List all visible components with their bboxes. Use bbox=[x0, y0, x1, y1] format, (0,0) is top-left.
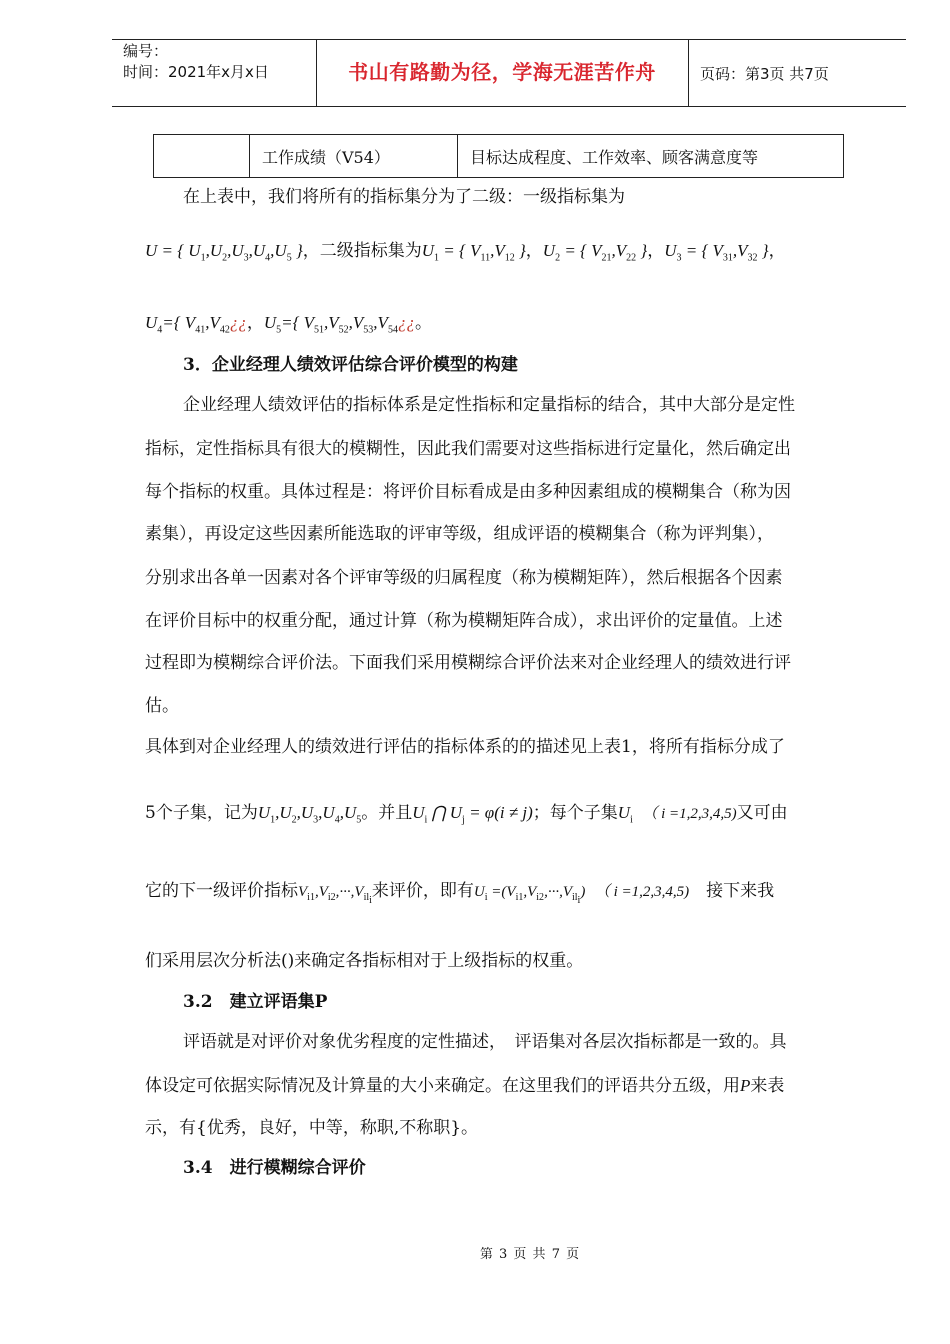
header-meta bbox=[123, 41, 269, 83]
formula-u5: $U_5=${ $V_{51},V_{52},V_{53},V_{54}¿¿$ bbox=[263, 313, 415, 336]
paragraph-specific: 具体到对企业经理人的绩效进行评估的指标体系的的描述见上表1，将所有指标分成了 bbox=[145, 737, 785, 757]
para-line: 分别求出各单一因素对各个评审等级的归属程度（称为模糊矩阵），然后根据各个因素 bbox=[145, 568, 783, 588]
table-row bbox=[154, 135, 844, 178]
text-subsets-d: 又可由 bbox=[736, 803, 788, 823]
para-line: 素集），再设定这些因素所能选取的评审等级，组成评语的模糊集合（称为评判集）， bbox=[145, 524, 774, 544]
para-line: 指标，定性指标具有很大的模糊性，因此我们需要对这些指标进行定量化，然后确定出 bbox=[145, 439, 791, 459]
table-cell: 工作成绩（V54） bbox=[250, 135, 458, 178]
para-line: 企业经理人绩效评估的指标体系是定性指标和定量指标的结合，其中大部分是定性 bbox=[183, 395, 795, 415]
formula-u4: $U_4=${ $V_{41},V_{42}¿¿$ bbox=[145, 313, 247, 336]
table-cell bbox=[154, 135, 250, 178]
header-divider-2 bbox=[688, 39, 689, 106]
paragraph-index-levels: 在上表中，我们将所有的指标集分为了二级：一级指标集为 bbox=[183, 187, 625, 207]
text-eval-a: 它的下一级评价指标 bbox=[145, 881, 298, 901]
para-eval-set-3: 示，有{优秀，良好，中等，称职,不称职}。 bbox=[145, 1118, 479, 1138]
formula-ui-def: $U_i =(V_{i1},V_{i2},\cdot\cdot\cdot,V_{il_i})$ bbox=[473, 884, 586, 906]
formula-u2: $U_2$ = { $V_{21},V_{22}$ } bbox=[542, 241, 648, 264]
symbol-p: P bbox=[740, 1076, 751, 1095]
text-subsets-c: ；每个子集 bbox=[532, 803, 618, 823]
text-eval-c: 接下来我 bbox=[706, 881, 775, 901]
header-bottom-rule bbox=[112, 106, 906, 107]
text-subsets-b: 。并且 bbox=[361, 803, 413, 823]
formula-line-2: $U_4=${ $V_{41},V_{42}¿¿$，$U_5=${ $V_{51},V_{52},V_{53},V_{54}¿¿$。 bbox=[145, 313, 432, 336]
para-line: 估。 bbox=[145, 696, 179, 716]
formula-u-list: $U_1,U_2,U_3,U_4,U_5$ bbox=[257, 803, 362, 826]
formula-intersection: $U_i$ ⋂ $U_j = \varphi(i \ne j)$ bbox=[412, 803, 533, 826]
text-eval-set-2c: 来表 bbox=[750, 1076, 785, 1096]
time-label: 时间：2021年x月x日 bbox=[123, 63, 269, 81]
text-subsets-a: 5个子集，记为 bbox=[145, 803, 258, 823]
para-eval-set-1: 评语就是对评价对象优劣程度的定性描述， 评语集对各层次指标都是一致的。具 bbox=[183, 1032, 787, 1052]
section-34-title: 3.4 进行模糊综合评价 bbox=[183, 1158, 366, 1178]
formula-u1: $U_1$ = { $V_{11},V_{12}$ } bbox=[421, 241, 526, 264]
para-line: 每个指标的权重。具体过程是：将评价目标看成是由多种因素组成的模糊集合（称为因 bbox=[145, 482, 791, 502]
formula-ui: $U_i$ bbox=[617, 803, 633, 826]
para-eval-set-2 bbox=[145, 1075, 784, 1097]
page-footer: 第 3 页 共 7 页 bbox=[479, 1247, 581, 1262]
text-second-level: ，二级指标集为 bbox=[302, 241, 422, 261]
formula-i-range: （ i =1,2,3,4,5) bbox=[649, 806, 737, 822]
para-line: 过程即为模糊综合评价法。下面我们采用模糊综合评价法来对企业经理人的绩效进行评 bbox=[145, 653, 791, 673]
text-eval-set-2: 体设定可依据实际情况及计算量的大小来确定。在这里我们的评语共分五级，用 bbox=[145, 1076, 740, 1096]
formula-u3: $U_3$ = { $V_{31},V_{32}$ } bbox=[664, 241, 769, 264]
serial-label: 编号： bbox=[123, 42, 169, 60]
formula-u-set: U = { $U_1,U_2,U_3,U_4,U_5$ } bbox=[145, 241, 303, 264]
paragraph-eval bbox=[145, 880, 774, 912]
paragraph-ahp: 们采用层次分析法()来确定各指标相对于上级指标的权重。 bbox=[145, 951, 584, 971]
formula-line-1: U = { $U_1,U_2,U_3,U_4,U_5$ }，二级指标集为$U_1$ = { $V_{11},V_{12}$ }，$U_2$ = { $V_{21},V_{22}$ }，$U_3$ = { $V_{31},V_{32}$ }， bbox=[145, 241, 786, 264]
formula-v-list: $V_{i1},V_{i2},\cdot\cdot\cdot,V_{il_i}$ bbox=[298, 884, 372, 906]
header-top-rule bbox=[112, 39, 906, 40]
para-line: 在评价目标中的权重分配，通过计算（称为模糊矩阵合成），求出评价的定量值。上述 bbox=[145, 611, 783, 631]
header-motto: 书山有路勤为径，学海无涯苦作舟 bbox=[348, 60, 656, 84]
section-32-title: 3.2 建立评语集P bbox=[183, 992, 328, 1012]
table-cell: 目标达成程度、工作效率、顾客满意度等 bbox=[458, 135, 844, 178]
header-page-info: 页码：第3页 共7页 bbox=[700, 65, 829, 83]
formula-end: 。 bbox=[414, 313, 432, 333]
section-3-title: 3．企业经理人绩效评估综合评价模型的构建 bbox=[183, 355, 518, 375]
text-eval-b: 来评价，即有 bbox=[371, 881, 474, 901]
formula-i-range-2: （ i =1,2,3,4,5) bbox=[602, 884, 690, 900]
paragraph-subsets bbox=[145, 802, 788, 831]
indicator-table bbox=[153, 134, 844, 178]
